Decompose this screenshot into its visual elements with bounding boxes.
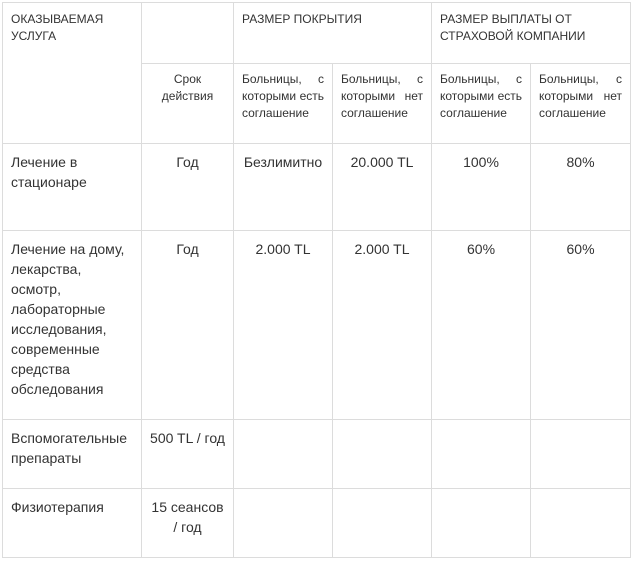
header-service: ОКАЗЫВАЕМАЯ УСЛУГА	[3, 3, 142, 144]
row-payout-no-agreement: 60%	[531, 231, 631, 420]
row-coverage-no-agreement: 2.000 TL	[333, 231, 432, 420]
row-service: Лечение в стационаре	[3, 144, 142, 231]
subheader-coverage-no-agreement: Больницы, с которыми нет соглашение	[333, 64, 432, 144]
row-coverage-agreement	[234, 420, 333, 489]
table-row	[3, 231, 631, 420]
header-empty-cell	[142, 3, 234, 64]
row-coverage-agreement: 2.000 TL	[234, 231, 333, 420]
row-term: Год	[142, 231, 234, 420]
row-payout-agreement	[432, 420, 531, 489]
row-term: Год	[142, 144, 234, 231]
row-service: Вспомогательные препараты	[3, 420, 142, 489]
row-coverage-no-agreement	[333, 489, 432, 558]
subheader-payout-agreement: Больницы, с которыми есть соглашение	[432, 64, 531, 144]
row-term: 15 сеансов / год	[142, 489, 234, 558]
subheader-payout-no-agreement: Больницы, с которыми нет соглашение	[531, 64, 631, 144]
header-payout: РАЗМЕР ВЫПЛАТЫ ОТ СТРАХОВОЙ КОМПАНИИ	[432, 3, 631, 64]
row-payout-no-agreement: 80%	[531, 144, 631, 231]
table-row	[3, 144, 631, 231]
coverage-table	[2, 2, 631, 558]
header-coverage: РАЗМЕР ПОКРЫТИЯ	[234, 3, 432, 64]
row-payout-no-agreement	[531, 489, 631, 558]
row-coverage-no-agreement: 20.000 TL	[333, 144, 432, 231]
row-term: 500 TL / год	[142, 420, 234, 489]
row-coverage-agreement: Безлимитно	[234, 144, 333, 231]
subheader-coverage-agreement: Больницы, с которыми есть соглашение	[234, 64, 333, 144]
row-payout-no-agreement	[531, 420, 631, 489]
table-row	[3, 420, 631, 489]
row-payout-agreement: 100%	[432, 144, 531, 231]
row-coverage-agreement	[234, 489, 333, 558]
header-row	[3, 3, 631, 64]
subheader-term: Срок действия	[142, 64, 234, 144]
table-row	[3, 489, 631, 558]
row-service: Физиотерапия	[3, 489, 142, 558]
row-payout-agreement	[432, 489, 531, 558]
row-payout-agreement: 60%	[432, 231, 531, 420]
row-coverage-no-agreement	[333, 420, 432, 489]
row-service: Лечение на дому, лекарства, осмотр, лабораторные исследования, современные средства обследования	[3, 231, 142, 420]
